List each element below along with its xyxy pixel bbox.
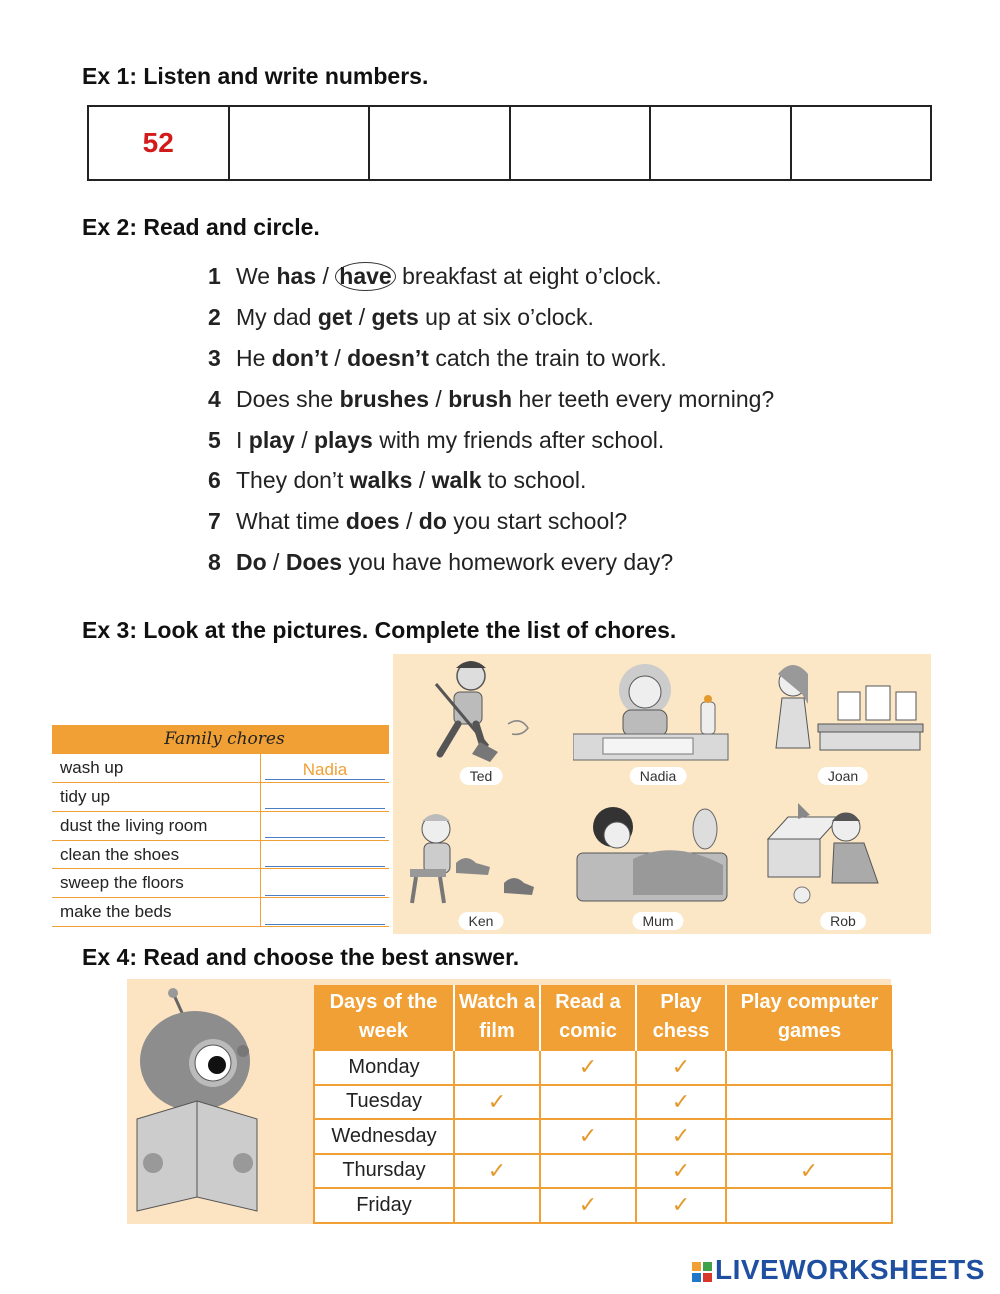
activity-cell [726,1085,892,1120]
ex2-sentence [208,460,774,501]
chores-table-title: Family chores [52,725,389,753]
logo-blocks-icon [692,1262,712,1282]
sentence-number: 7 [208,508,221,535]
chores-picture-panel [393,654,931,934]
option-b[interactable]: Does [285,549,343,576]
sentence-text: you start school? [446,508,628,535]
sentence-text: up at six o’clock. [418,303,594,330]
sentence-number: 8 [208,549,221,576]
activity-cell [540,1154,636,1189]
ex1-heading: Ex 1: Listen and write numbers. [82,63,429,89]
activity-cell [726,1188,892,1223]
picture-label: Rob [820,912,866,930]
ex2-sentence [208,379,774,420]
check-icon: ✓ [487,1157,507,1183]
option-separator: / [316,262,336,289]
activity-cell [726,1119,892,1154]
sentence-text: with my friends after school. [372,426,665,453]
activity-row [314,1050,892,1085]
day-cell: Monday [314,1050,454,1085]
check-icon: ✓ [578,1192,598,1218]
option-b[interactable]: gets [371,303,419,330]
chore-answer-field[interactable] [265,790,385,809]
option-separator: / [294,426,314,453]
option-a[interactable]: Do [236,549,267,576]
option-a[interactable]: brushes [339,385,430,412]
activity-cell [540,1188,636,1223]
activity-cell [636,1154,726,1189]
robot-reading-illustration [127,979,287,1224]
activity-cell [636,1050,726,1085]
sentence-text: her teeth every morning? [512,385,775,412]
check-icon: ✓ [487,1088,507,1114]
ex2-heading: Ex 2: Read and circle. [82,214,320,240]
option-a[interactable]: don’t [271,344,328,371]
option-b-circled[interactable]: have [335,262,395,291]
day-cell: Friday [314,1188,454,1223]
chore-label: sweep the floors [52,869,261,898]
option-separator: / [412,467,432,494]
picture-label: Ted [460,767,503,785]
day-cell: Tuesday [314,1085,454,1120]
ex2-sentence [208,501,774,542]
header-watch-film: Watch a film [454,985,540,1050]
check-icon: ✓ [671,1088,691,1114]
chore-label: dust the living room [52,811,261,840]
check-icon: ✓ [671,1192,691,1218]
check-icon: ✓ [578,1123,598,1149]
day-cell: Wednesday [314,1119,454,1154]
activity-row [314,1154,892,1189]
option-a[interactable]: walks [349,467,413,494]
sentence-number: 1 [208,262,221,289]
activities-header-row [314,985,892,1050]
option-a[interactable]: play [248,426,295,453]
day-cell: Thursday [314,1154,454,1189]
ex1-answer-box-2[interactable] [230,107,371,179]
check-icon: ✓ [799,1157,819,1183]
activity-cell [454,1119,540,1154]
ex4-heading: Ex 4: Read and choose the best answer. [82,944,520,970]
chore-row [52,782,389,811]
sentence-text: What time [236,508,346,535]
sentence-number: 6 [208,467,221,494]
check-icon: ✓ [671,1054,691,1080]
activity-cell [454,1085,540,1120]
ex3-heading: Ex 3: Look at the pictures. Complete the list of chores. [82,617,677,643]
chore-row [52,898,389,927]
activity-row [314,1119,892,1154]
ex2-sentence [208,256,774,297]
option-separator: / [328,344,348,371]
sentence-text: They don’t [236,467,350,494]
activity-cell [636,1119,726,1154]
sentence-number: 2 [208,303,221,330]
picture-label: Joan [818,767,868,785]
chore-label: wash up [52,753,261,782]
activity-row [314,1188,892,1223]
chore-answer-field[interactable]: Nadia [265,761,385,780]
header-days: Days of the week [314,985,454,1050]
sentence-text: He [236,344,272,371]
activity-cell [726,1154,892,1189]
chore-answer-field[interactable] [265,848,385,867]
chore-row [52,753,389,782]
activity-cell [454,1188,540,1223]
check-icon: ✓ [671,1123,691,1149]
chore-row [52,840,389,869]
sentence-text: My dad [236,303,318,330]
picture-joan [758,654,928,789]
picture-label: Nadia [630,767,687,785]
chore-label: clean the shoes [52,840,261,869]
sentence-number: 4 [208,385,221,412]
chore-row [52,811,389,840]
activity-cell [636,1085,726,1120]
picture-mum [573,799,743,934]
activity-cell [454,1154,540,1189]
sentence-text: to school. [481,467,587,494]
sentence-number: 3 [208,344,221,371]
ex1-answer-box-4[interactable] [511,107,652,179]
chore-label: tidy up [52,782,261,811]
option-separator: / [399,508,419,535]
activity-cell [540,1119,636,1154]
logo-text: LIVEWORKSHEETS [715,1254,985,1285]
sentence-text: Does she [236,385,340,412]
sentence-number: 5 [208,426,221,453]
activity-cell [726,1050,892,1085]
chore-answer-field[interactable] [265,819,385,838]
activity-row [314,1085,892,1120]
picture-ken [396,799,566,934]
sentence-text: I [236,426,249,453]
ex1-answer-box-3[interactable] [370,107,511,179]
ex2-sentence [208,542,774,583]
ex1-answer-box-1[interactable]: 52 [89,107,230,179]
option-b[interactable]: walk [431,467,482,494]
picture-ted [396,654,566,789]
picture-label: Ken [459,912,504,930]
chore-label: make the beds [52,898,261,927]
option-separator: / [266,549,286,576]
sentence-text: breakfast at eight o’clock. [395,262,662,289]
picture-nadia [573,654,743,789]
header-computer-games: Play computer games [726,985,892,1050]
picture-label: Mum [632,912,683,930]
option-separator: / [429,385,449,412]
ex1-answer-box-6[interactable] [792,107,931,179]
chore-row [52,869,389,898]
option-b[interactable]: do [418,508,447,535]
activities-table [313,985,893,1224]
header-play-chess: Play chess [636,985,726,1050]
option-a[interactable]: has [276,262,317,289]
family-chores-table [52,725,389,927]
chore-answer-field[interactable] [265,906,385,925]
check-icon: ✓ [671,1157,691,1183]
option-b[interactable]: doesn’t [347,344,429,371]
option-b[interactable]: brush [448,385,513,412]
ex2-sentence-list [208,256,774,583]
ex2-sentence [208,420,774,461]
option-b[interactable]: plays [313,426,373,453]
option-a[interactable]: get [317,303,353,330]
picture-rob [758,799,928,934]
check-icon: ✓ [578,1054,598,1080]
activity-cell [540,1050,636,1085]
header-read-comic: Read a comic [540,985,636,1050]
activity-cell [636,1188,726,1223]
option-separator: / [352,303,372,330]
chore-answer-field[interactable] [265,877,385,896]
activity-cell [540,1085,636,1120]
ex1-answer-box-5[interactable] [651,107,792,179]
ex1-answer-row [87,105,932,181]
sentence-text: We [236,262,277,289]
sentence-text: catch the train to work. [428,344,667,371]
ex2-sentence [208,297,774,338]
liveworksheets-logo [692,1254,985,1286]
option-a[interactable]: does [345,508,400,535]
ex2-sentence [208,338,774,379]
activity-cell [454,1050,540,1085]
sentence-text: you have homework every day? [342,549,674,576]
